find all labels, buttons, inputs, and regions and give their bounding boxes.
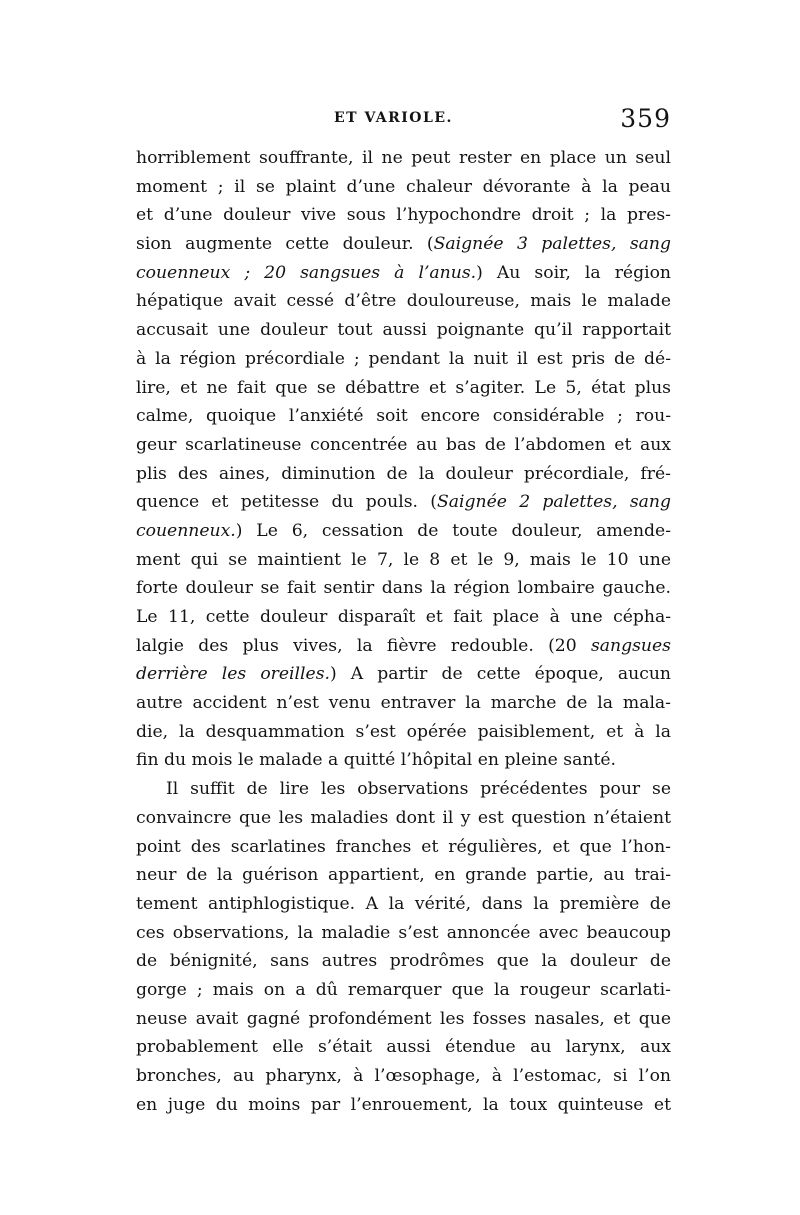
italic-text: derrière les oreilles. xyxy=(136,664,331,685)
text-line: Le 11, cette douleur disparaît et fait place à une cépha- xyxy=(136,607,671,627)
text-line: derrière les oreilles.) A partir de cette époque, aucun xyxy=(136,664,671,685)
text-line: geur scarlatineuse concentrée au bas de l’abdomen et aux xyxy=(136,434,671,455)
text-line: lalgie des plus vives, la fièvre redouble. (20 sangsues xyxy=(136,635,671,656)
text-line: accusait une douleur tout aussi poignante qu’il rapportait xyxy=(136,320,671,341)
italic-text: couenneux. xyxy=(136,520,236,541)
italic-text: Saignée 2 palettes, sang xyxy=(437,492,671,513)
text-line: de bénignité, sans autres prodrômes que la douleur de xyxy=(136,951,671,972)
text-line: ces observations, la maladie s’est annoncée avec beaucoup xyxy=(136,922,671,943)
text-line: ment qui se maintient le 7, le 8 et le 9, mais le 10 une xyxy=(136,549,671,570)
text-line: tement antiphlogistique. A la vérité, dans la première de xyxy=(136,893,671,914)
text-line: Il suffit de lire les observations précédentes pour se xyxy=(166,779,671,800)
body-text xyxy=(136,144,671,1119)
text-line: hépatique avait cessé d’être douloureuse, mais le malade xyxy=(136,291,671,312)
text-line: quence et petitesse du pouls. (Saignée 2 palettes, sang xyxy=(136,492,671,513)
text-line: couenneux ; 20 sangsues à l’anus.) Au soir, la région xyxy=(136,262,671,283)
italic-text: couenneux ; 20 sangsues à l’anus. xyxy=(136,262,477,283)
text-line: moment ; il se plaint d’une chaleur dévorante à la peau xyxy=(136,176,671,197)
text-line: couenneux.) Le 6, cessation de toute douleur, amende- xyxy=(136,520,671,541)
text-line: autre accident n’est venu entraver la marche de la mala- xyxy=(136,693,671,714)
text-line: et d’une douleur vive sous l’hypochondre droit ; la pres- xyxy=(136,205,671,226)
text-line: lire, et ne fait que se débattre et s’agiter. Le 5, état plus xyxy=(136,377,671,398)
text-line: plis des aines, diminution de la douleur précordiale, fré- xyxy=(136,463,671,484)
text-line: horriblement souffrante, il ne peut rester en place un seul xyxy=(136,148,671,168)
text-line: convaincre que les maladies dont il y est question n’étaient xyxy=(136,807,671,828)
text-line: en juge du moins par l’enrouement, la toux quinteuse et xyxy=(136,1094,671,1115)
italic-text: Saignée 3 palettes, sang xyxy=(433,234,671,255)
text-line: sion augmente cette douleur. (Saignée 3 palettes, sang xyxy=(136,234,671,255)
text-line: à la région précordiale ; pendant la nuit il est pris de dé- xyxy=(136,348,671,369)
italic-text: sangsues xyxy=(590,635,671,656)
text-line: neur de la guérison appartient, en grande partie, au trai- xyxy=(136,865,671,886)
text-line: bronches, au pharynx, à l’œsophage, à l’estomac, si l’on xyxy=(136,1066,671,1086)
text-line: fin du mois le malade a quitté l’hôpital en pleine santé. xyxy=(136,750,616,771)
page-header xyxy=(136,104,671,134)
text-line: neuse avait gagné profondément les fosses nasales, et que xyxy=(136,1008,671,1029)
text-line: die, la desquammation s’est opérée paisiblement, et à la xyxy=(136,721,671,742)
running-head: ET VARIOLE. xyxy=(334,110,453,126)
page-number: 359 xyxy=(620,104,671,133)
text-line: probablement elle s’était aussi étendue au larynx, aux xyxy=(136,1037,671,1058)
text-line: forte douleur se fait sentir dans la région lombaire gauche. xyxy=(136,578,671,599)
text-line: calme, quoique l’anxiété soit encore considérable ; rou- xyxy=(136,406,671,427)
text-line: point des scarlatines franches et régulières, et que l’hon- xyxy=(136,836,671,857)
text-line: gorge ; mais on a dû remarquer que la rougeur scarlati- xyxy=(136,979,671,1000)
